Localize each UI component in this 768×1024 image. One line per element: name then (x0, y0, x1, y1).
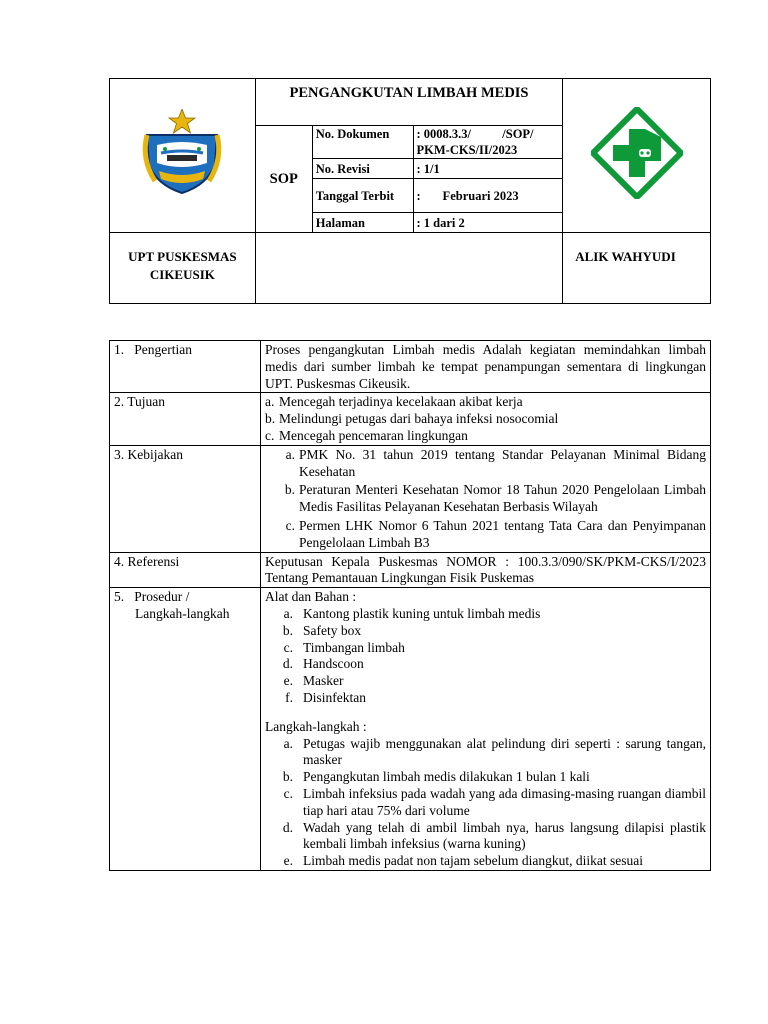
langkah-heading: Langkah-langkah : (264, 718, 367, 734)
list-marker: f. (285, 689, 293, 705)
list-text: Masker (302, 673, 344, 689)
list-marker: a. (283, 735, 293, 751)
section-label-line2: Langkah-langkah (135, 605, 230, 621)
section-label-line1: 5. Prosedur / (114, 589, 190, 605)
list-text: Limbah infeksius pada wadah yang ada dimasing-masing ruangan diambil tiap hari atau 75% dari volume (302, 785, 706, 818)
section-label: 2. Tujuan (110, 393, 261, 445)
meta-label-tanggal: Tanggal Terbit (312, 179, 413, 213)
list-text: Permen LHK Nomor 6 Tahun 2021 tentang Tata Cara dan Penyimpanan Pengelolaan Limbah B3 (298, 517, 706, 550)
section-label: 1. Pengertian (110, 341, 261, 393)
referensi-text: Keputusan Kepala Puskesmas NOMOR : 100.3.3/090/SK/PKM-CKS/I/2023 Tentang Pemantauan Lingkungan Fisik Puskemas (260, 552, 710, 588)
prosedur-content (260, 588, 710, 871)
meta-value-halaman: : 1 dari 2 (413, 213, 563, 233)
list-item (265, 853, 706, 870)
puskesmas-logo (591, 107, 683, 199)
section-kebijakan (110, 445, 711, 552)
meta-value-tanggal: : Februari 2023 (413, 179, 563, 213)
sop-content-table (109, 340, 711, 871)
meta-value-revisi: : 1/1 (413, 159, 563, 179)
tujuan-list (260, 393, 710, 445)
list-item (265, 606, 706, 623)
organization-name: UPT PUSKESMAS CIKEUSIK (110, 233, 256, 304)
list-text: Mencegah terjadinya kecelakaan akibat kerja (278, 394, 523, 410)
section-prosedur (110, 588, 711, 871)
list-item (265, 690, 706, 707)
list-marker: c. (283, 639, 293, 655)
list-item (265, 428, 706, 445)
signatory-name: ALIK WAHYUDI (563, 233, 711, 304)
list-item (265, 736, 706, 770)
list-marker: c. (283, 785, 293, 801)
list-text: Timbangan limbah (302, 639, 405, 655)
list-item (265, 447, 706, 481)
list-marker: c. (285, 517, 295, 533)
alat-heading: Alat dan Bahan : (264, 589, 357, 605)
list-marker: a. (283, 605, 293, 621)
list-item (265, 518, 706, 552)
list-text: Petugas wajib menggunakan alat pelindung diri seperti : sarung tangan, masker (302, 735, 706, 768)
list-item (265, 623, 706, 640)
list-text: Kantong plastik kuning untuk limbah medis (302, 605, 541, 621)
list-text: Mencegah pencemaran lingkungan (278, 427, 468, 443)
section-referensi (110, 552, 711, 588)
regency-emblem-logo (137, 109, 227, 197)
list-item (265, 786, 706, 820)
regency-emblem-cell (110, 79, 256, 233)
list-marker: d. (282, 656, 293, 672)
sop-label: SOP (255, 126, 312, 233)
list-marker: e. (283, 673, 293, 689)
list-item (265, 656, 706, 673)
list-item (265, 394, 706, 411)
pengertian-text: Proses pengangkutan Limbah medis Adalah kegiatan memindahkan limbah medis dari sumber limbah ke tempat penampungan sementara di lingkungan UPT. Puskesmas Cikeusik. (260, 341, 710, 393)
list-text: Handscoon (302, 656, 364, 672)
section-label: 4. Referensi (110, 552, 261, 588)
list-item (265, 482, 706, 516)
list-item (265, 820, 706, 854)
meta-label-revisi: No. Revisi (312, 159, 413, 179)
meta-label-dokumen: No. Dokumen (312, 126, 413, 159)
list-item (265, 769, 706, 786)
section-label: 3. Kebijakan (110, 445, 261, 552)
list-marker: a. (285, 446, 295, 462)
list-item (265, 411, 706, 428)
list-text: PMK No. 31 tahun 2019 tentang Standar Pelayanan Minimal Bidang Kesehatan (298, 446, 706, 479)
list-text: Wadah yang telah di ambil limbah nya, harus langsung dilapisi plastik kembali limbah infeksius (warna kuning) (302, 819, 706, 852)
list-text: Pengangkutan limbah medis dilakukan 1 bulan 1 kali (302, 769, 590, 785)
list-marker: b. (284, 482, 295, 498)
list-marker: b. (264, 411, 276, 427)
section-pengertian (110, 341, 711, 393)
document-title: PENGANGKUTAN LIMBAH MEDIS (255, 79, 562, 126)
meta-label-halaman: Halaman (312, 213, 413, 233)
section-tujuan (110, 393, 711, 445)
signature-area (255, 233, 562, 304)
list-marker: a. (264, 394, 275, 410)
puskesmas-logo-cell (563, 79, 711, 233)
list-text: Melindungi petugas dari bahaya infeksi nosocomial (278, 411, 559, 427)
meta-value-dokumen: : 0008.3.3/ /SOP/ PKM-CKS/II/2023 (413, 126, 563, 159)
sop-header-table (109, 78, 711, 304)
list-marker: b. (282, 769, 293, 785)
list-text: Disinfektan (302, 689, 366, 705)
list-marker: c. (264, 427, 275, 443)
list-text: Safety box (302, 622, 362, 638)
kebijakan-list (260, 445, 710, 552)
section-label (110, 588, 261, 871)
list-marker: d. (282, 819, 293, 835)
list-marker: e. (283, 853, 293, 869)
list-item (265, 640, 706, 657)
list-text: Limbah medis padat non tajam sebelum diangkut, diikat sesuai (302, 853, 644, 869)
spacer (265, 707, 706, 719)
list-marker: b. (282, 622, 293, 638)
list-text: Peraturan Menteri Kesehatan Nomor 18 Tahun 2020 Pengelolaan Limbah Medis Fasilitas Pelayanan Kesehatan Berbasis Wilayah (298, 482, 706, 515)
list-item (265, 673, 706, 690)
